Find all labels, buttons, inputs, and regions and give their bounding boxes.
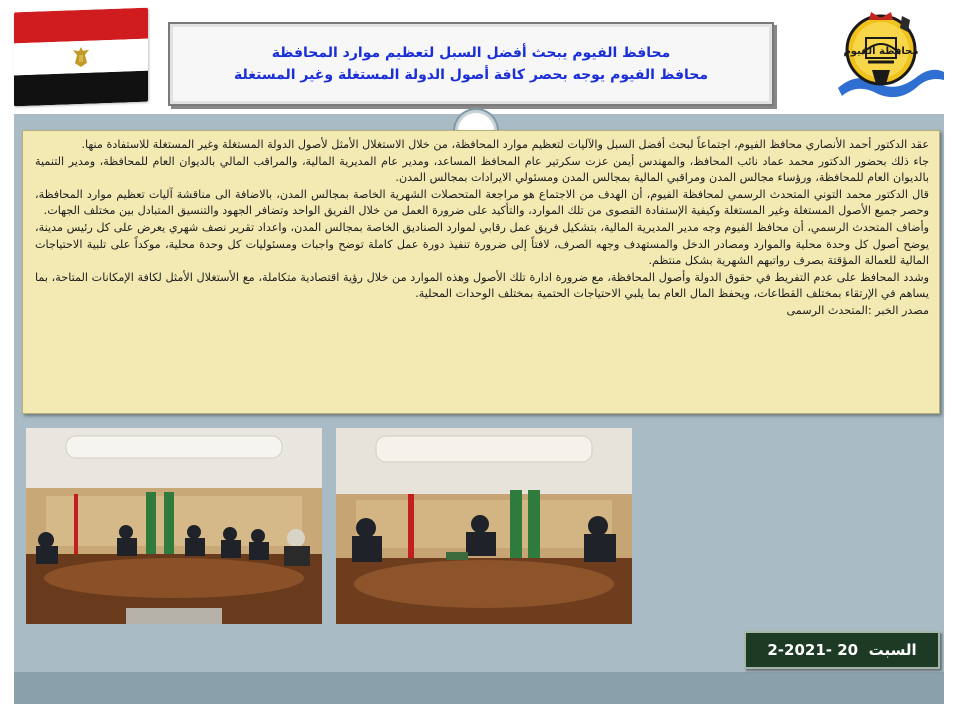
article-paragraph: قال الدكتور محمد التوني المتحدث الرسمي لمحافظة الفيوم، أن الهدف من الاجتماع هو مراجعة المتحصلات الشهرية الخاصة بمجالس المدن، بالاضافة الى مناقشة آليات تعظيم موارد المحافظة، وحصر جميع الأصول المستغلة وغير المستغلة وكيفية الإستفادة القصوى من تلك الموارد، والتأكيد على ضرورة العمل من خلال الفريق الواحد وتضافر الجهود والتنسيق المتبادل بين مختلف الجهات. xyxy=(35,187,929,218)
article-source: مصدر الخبر :المتحدث الرسمى xyxy=(786,303,929,317)
article-paragraph: جاء ذلك بحضور الدكتور محمد عماد نائب المحافظ، والمهندس أيمن عزت سكرتير عام المحافظ المساعد، ومدير عام المديرية المالية، والمراقب المالي بالديوان العام للمحافظة، ومدير التنمية بالديوان العام للمحافظة، ورؤساء مجالس المدن ومراقبي المالية بمجالس المدن ومسئولي الايرادات بمجالس المدن. xyxy=(35,154,929,185)
eagle-icon xyxy=(70,45,92,70)
article-paragraph: عقد الدكتور أحمد الأنصاري محافظ الفيوم، اجتماعاً لبحث أفضل السبل والآليات لتعظيم موارد المحافظة، من خلال الاستغلال الأمثل لأصول الدولة المستغلة وغير المستغلة للاستفادة منها. xyxy=(81,138,929,151)
article-body xyxy=(22,130,940,414)
headline-line-2: محافظ الفيوم يوجه بحصر كافة أصول الدولة المستغلة وغير المستغلة xyxy=(234,67,708,83)
slide-footer-band xyxy=(14,672,944,704)
fayoum-governorate-logo-icon xyxy=(836,10,946,102)
article-paragraph: وأضاف المتحدث الرسمي، أن محافظ الفيوم وجه مدير المديرية المالية، بتشكيل فريق عمل رقابي لموارد الصناديق الخاصة بمجالس المدن، واعداد تقرير نصف شهري يعرض على كل رئيس مدينة، يوضح أصول كل وحدة محلية والموارد ومصادر الدخل والمستهدف وجهه الصرف، لافتاً إلى ضرورة تنفيذ دورة عمل كاملة توضح واجبات ومسئوليات كل وحدة محلية، موكداً على تلبية الاحتياجات المالية للعمالة المؤقتة بصرف رواتبهم الشهرية بشكل منتظم. xyxy=(35,220,929,268)
article-paragraph: وشدد المحافظ على عدم التفريط في حقوق الدولة وأصول المحافظة، مع ضرورة ادارة تلك الأصول وهذه الموارد من خلال رؤية اقتصادية متكاملة، مع الأستغلال الأمثل لكافة الإمكانات المتاحة، بما يساهم في الإرتقاء بمختلف القطاعات، ويحفظ المال العام بما يلبي الاحتياجات الحتمية بمختلف الوحدات المحلية. xyxy=(35,270,929,301)
logo-text: محافظة الفيوم xyxy=(843,46,919,57)
headline-box xyxy=(168,22,774,106)
date-badge xyxy=(744,631,940,669)
meeting-photo-1 xyxy=(26,428,322,624)
meeting-photo-2 xyxy=(336,428,632,624)
date-day: السبت xyxy=(868,641,917,659)
date-value: 20 -2-2021 xyxy=(767,641,859,659)
egypt-flag-icon xyxy=(14,8,148,107)
headline-line-1: محافظ الفيوم يبحث أفضل السبل لتعظيم موارد المحافظة xyxy=(271,45,671,61)
